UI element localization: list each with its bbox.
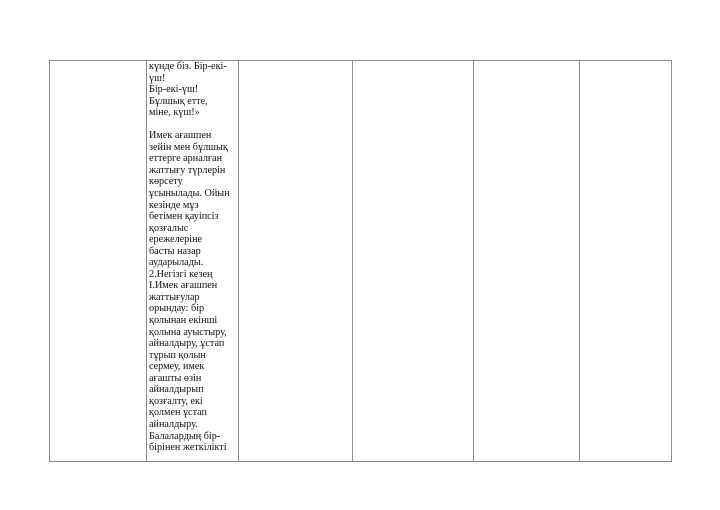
body-line: Балалардың бір- xyxy=(149,430,221,442)
body-line: айналдыру. xyxy=(149,418,198,430)
body-line: ағашты өзін xyxy=(149,372,202,384)
body-line: жаттығу түрлерін xyxy=(149,164,226,176)
paragraph-gap xyxy=(149,119,235,131)
body-line: көрсету xyxy=(149,176,183,188)
body-line: бірінен жеткілікті xyxy=(149,442,227,454)
body-line: ұсынылады. Ойын xyxy=(149,188,230,200)
table-cell-5 xyxy=(474,61,580,462)
rhyme-line: Бұлшық етте, xyxy=(149,95,208,107)
body-line: жаттығулар xyxy=(149,291,200,303)
lesson-content-text xyxy=(147,61,238,454)
body-line: 2.Негізгі кезең xyxy=(149,268,213,280)
rhyme-line: міне, күш!» xyxy=(149,107,200,119)
body-line: қозғалту, екі xyxy=(149,395,203,407)
body-line: қозғалыс xyxy=(149,222,189,234)
rhyme-line: күнде біз. Бір-екі- xyxy=(149,61,227,72)
body-line: бетімен қауіпсіз xyxy=(149,211,219,223)
table-row xyxy=(50,61,672,462)
body-line: аударылады. xyxy=(149,257,204,269)
body-line: І.Имек ағашпен xyxy=(149,280,218,292)
rhyme-line: Бір-екі-үш! xyxy=(149,84,199,96)
lesson-plan-table xyxy=(49,60,672,462)
activity-description-block xyxy=(149,130,235,453)
rhyme-line: үш! xyxy=(149,72,166,84)
body-line: қолмен ұстап xyxy=(149,407,207,419)
rhyme-block xyxy=(149,61,235,119)
table-cell-6 xyxy=(580,61,672,462)
body-line: еттерге арналған xyxy=(149,153,223,165)
body-line: сермеу, имек xyxy=(149,361,205,373)
body-line: тұрып қолын xyxy=(149,349,206,361)
table-cell-3 xyxy=(239,61,353,462)
table-cell-1 xyxy=(50,61,147,462)
body-line: қолынан екінші xyxy=(149,315,218,327)
table-cell-4 xyxy=(353,61,474,462)
body-line: айналдырып xyxy=(149,384,204,396)
body-line: ережелеріне xyxy=(149,234,203,246)
table-cell-lesson-content xyxy=(147,61,239,462)
body-line: кезінде мұз xyxy=(149,199,199,211)
body-line: айналдыру, ұстап xyxy=(149,338,225,350)
body-line: қолына ауыстыру, xyxy=(149,326,227,338)
body-line: зейін мен бұлшық xyxy=(149,141,228,153)
body-line: басты назар xyxy=(149,245,201,257)
body-line: орындау: бір xyxy=(149,303,205,315)
body-line: Имек ағашпен xyxy=(149,130,212,142)
